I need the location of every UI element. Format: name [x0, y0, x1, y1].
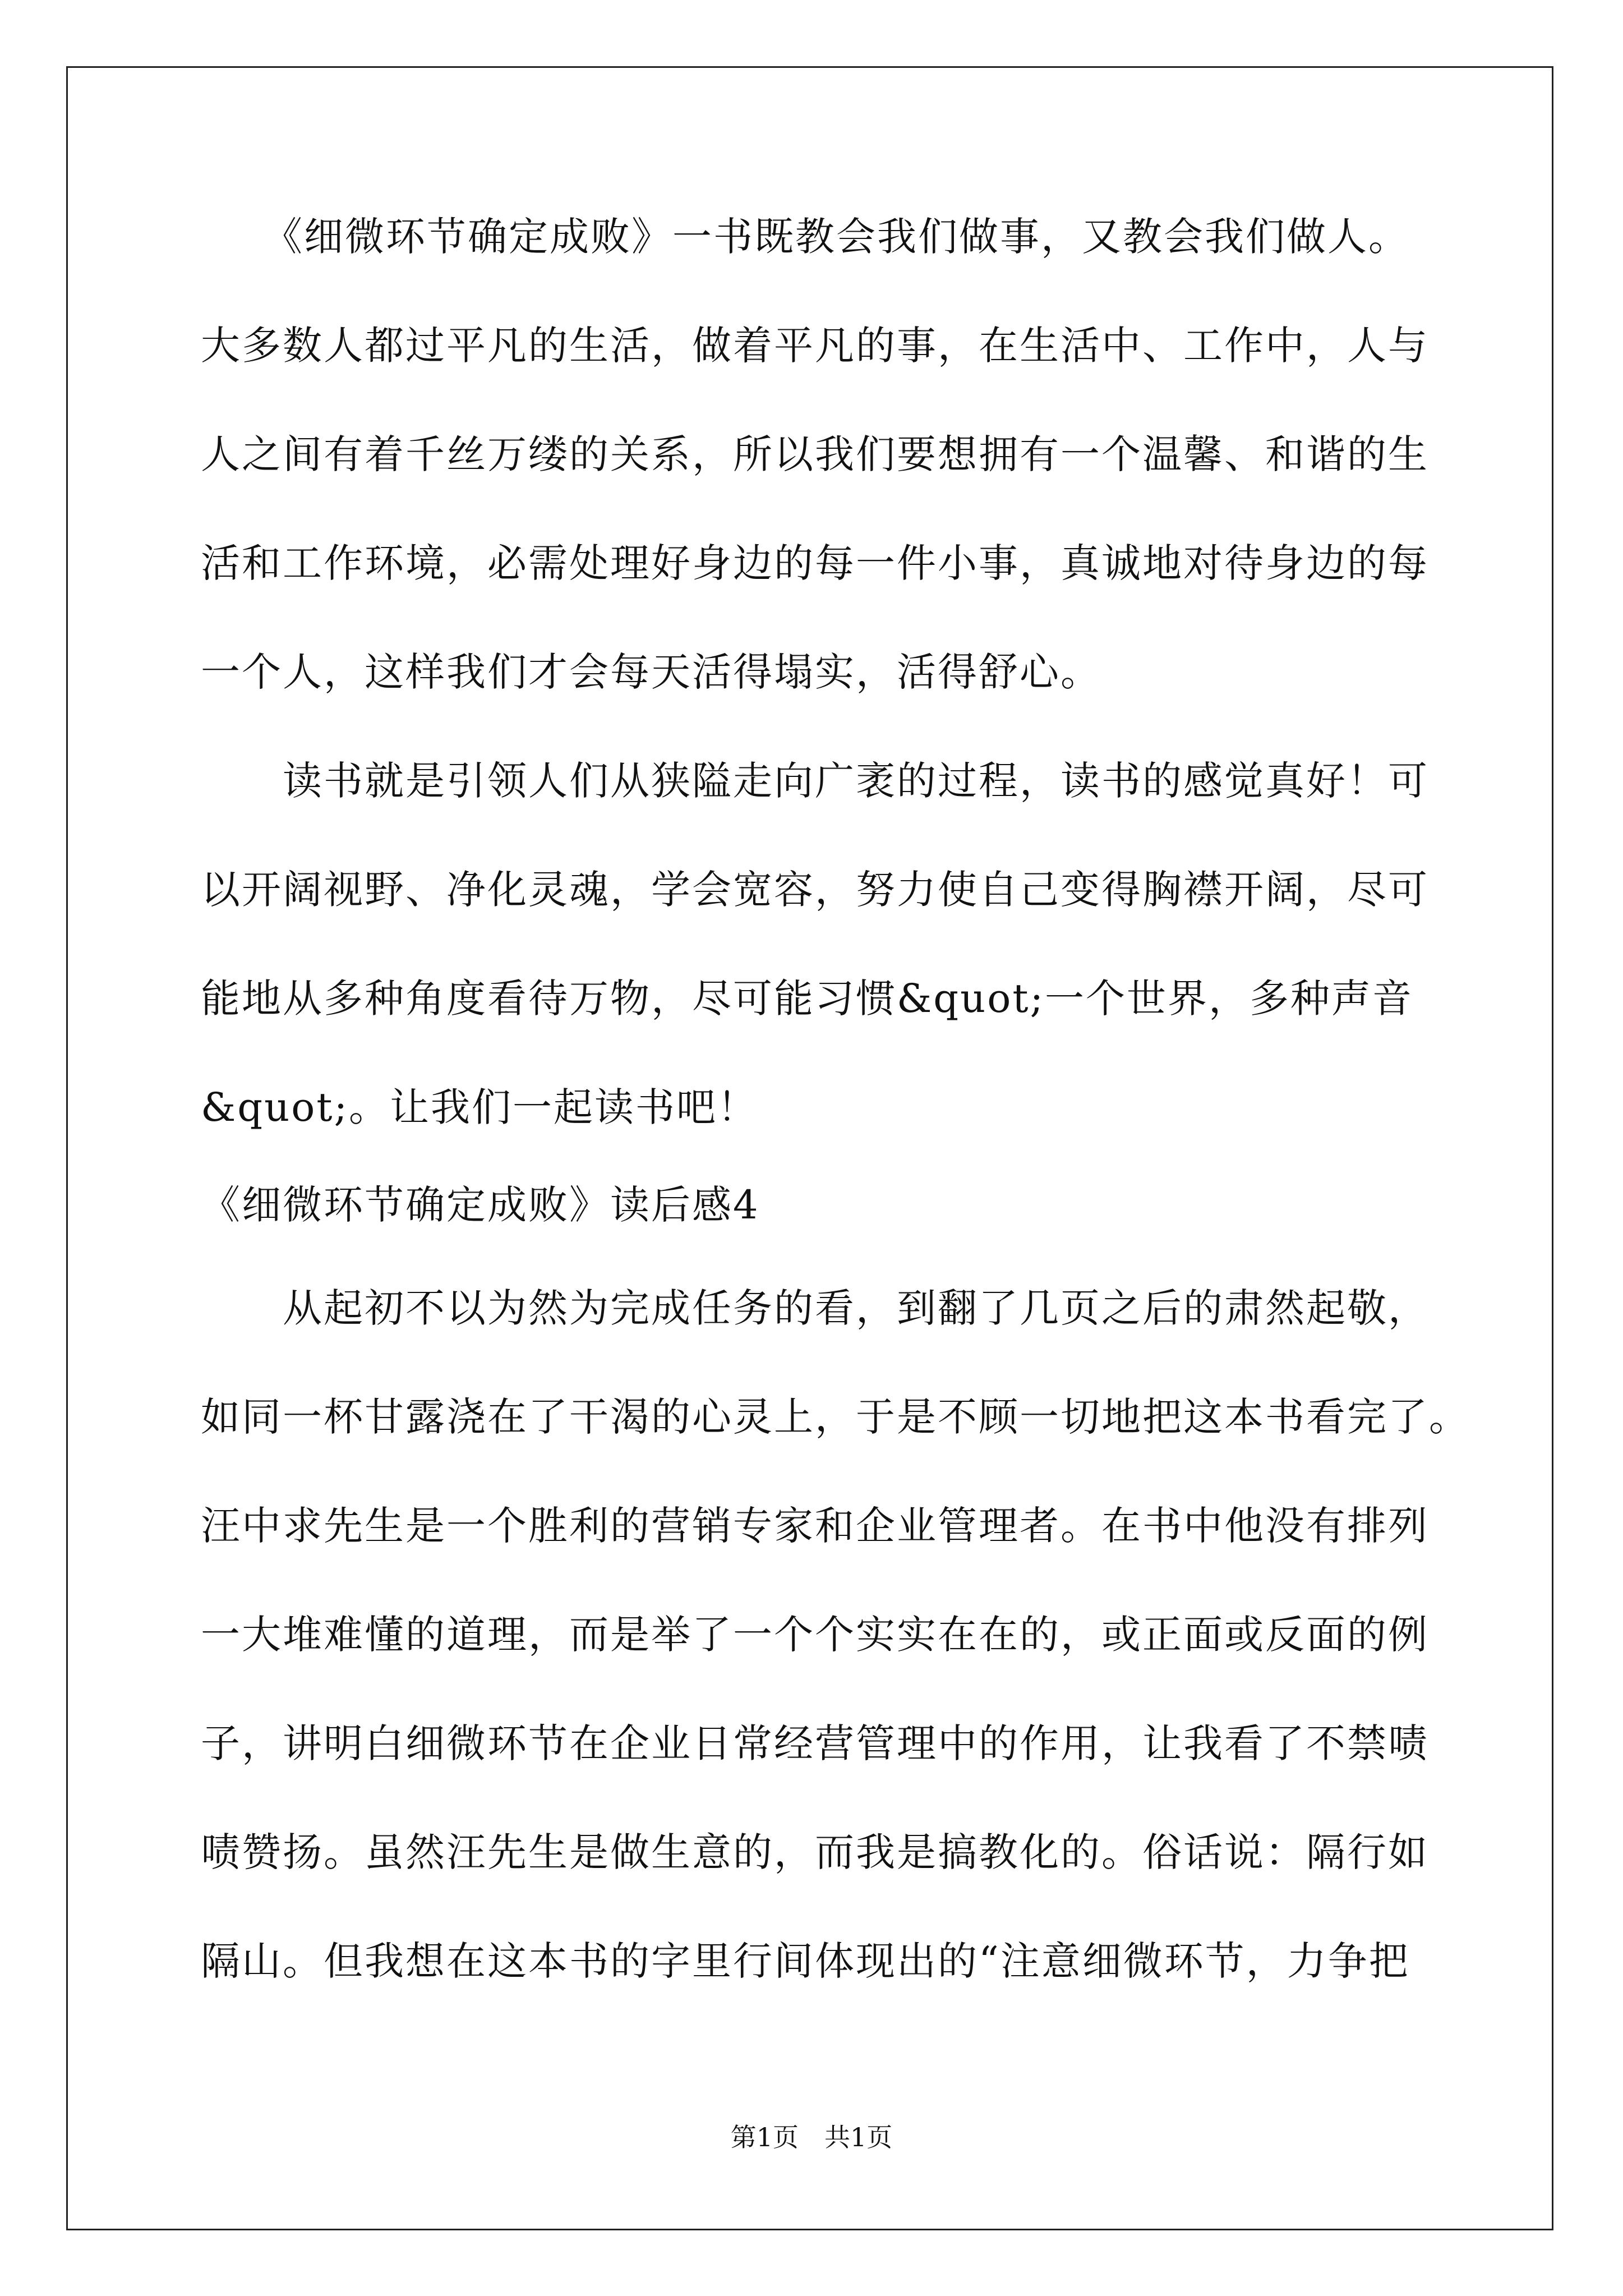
- text-line: 《细微环节确定成败》一书既教会我们做事，又教会我们做人。: [201, 214, 1409, 260]
- text-line: 啧赞扬。虽然汪先生是做生意的，而我是搞教化的。俗话说：隔行如: [201, 1829, 1429, 1875]
- text-line: 隔山。但我想在这本书的字里行间体现出的“注意细微环节，力争把: [201, 1938, 1410, 1984]
- text-line: 汪中求先生是一个胜利的营销专家和企业管理者。在书中他没有排列: [201, 1503, 1429, 1549]
- page-number-footer: 第1页 共1页: [730, 2122, 893, 2152]
- text-line: 如同一杯甘露浇在了干渴的心灵上，于是不顾一切地把这本书看完了。: [201, 1394, 1470, 1440]
- text-line: 一个人，这样我们才会每天活得塌实，活得舒心。: [201, 649, 1101, 695]
- text-line: 大多数人都过平凡的生活，做着平凡的事，在生活中、工作中，人与: [201, 323, 1429, 369]
- text-line: 从起初不以为然为完成任务的看，到翻了几页之后的肃然起敬，: [201, 1285, 1429, 1331]
- text-line: 以开阔视野、净化灵魂，学会宽容，努力使自己变得胸襟开阔，尽可: [201, 867, 1429, 913]
- section-heading: 《细微环节确定成败》读后感4: [201, 1182, 760, 1228]
- page-frame: [66, 66, 1553, 2230]
- text-line: 活和工作环境，必需处理好身边的每一件小事，真诚地对待身边的每: [201, 540, 1429, 586]
- text-line: 一大堆难懂的道理，而是举了一个个实实在在的，或正面或反面的例: [201, 1612, 1429, 1658]
- text-line: &quot;。让我们一起读书吧！: [201, 1084, 759, 1130]
- text-line: 能地从多种角度看待万物，尽可能习惯&quot;一个世界，多种声音: [201, 976, 1414, 1022]
- text-line: 读书就是引领人们从狭隘走向广袤的过程，读书的感觉真好！可: [201, 758, 1429, 804]
- text-line: 子，讲明白细微环节在企业日常经营管理中的作用，让我看了不禁啧: [201, 1720, 1429, 1766]
- text-line: 人之间有着千丝万缕的关系，所以我们要想拥有一个温馨、和谐的生: [201, 431, 1429, 477]
